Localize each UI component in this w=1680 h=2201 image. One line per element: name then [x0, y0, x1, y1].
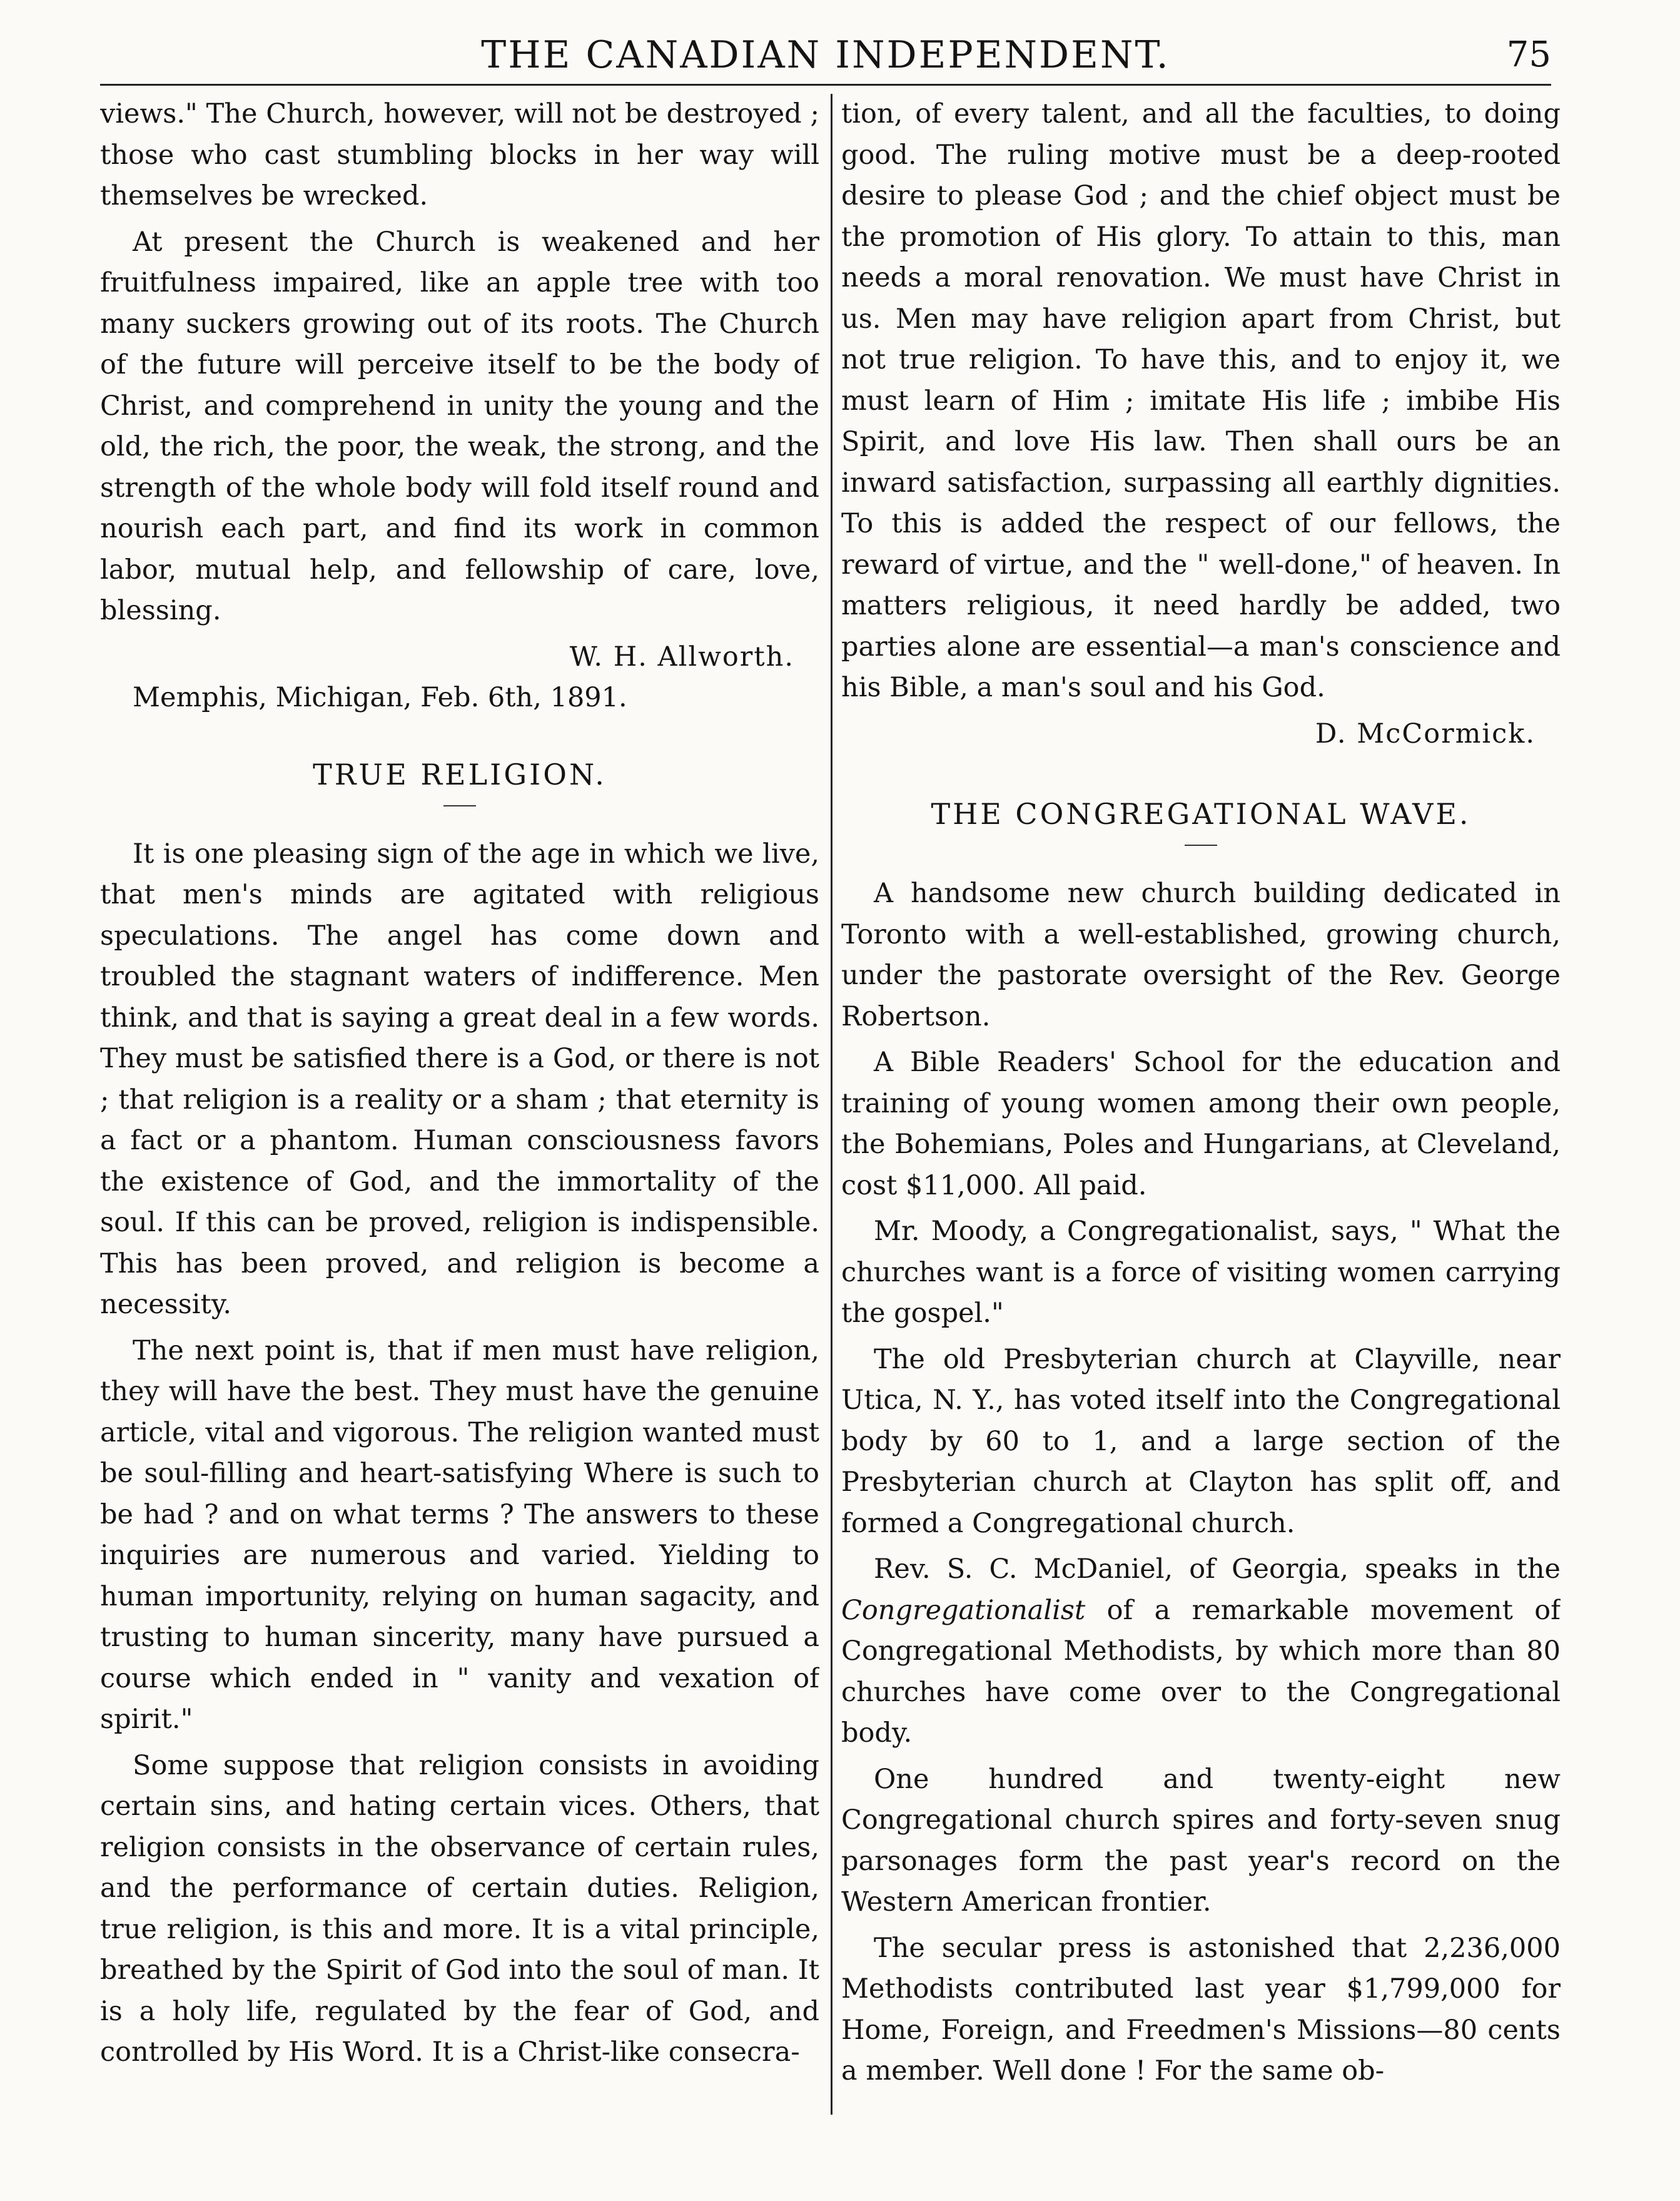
text-run: of a remarkable movement of Congregational Methodists, by which more than 80 churches have come over to the Congregational body. — [841, 1594, 1561, 1749]
news-item: The secular press is astonished that 2,236,000 Methodists contributed last year $1,799,000 for Home, Foreign, and Freedmen's Missions—80 cents a member. Well done ! For the same ob- — [841, 1932, 1561, 2087]
text-run: Rev. S. C. McDaniel, of Georgia, speaks in the — [874, 1553, 1561, 1585]
paragraph: At present the Church is weakened and her fruitfulness impaired, like an apple tree with too many suckers growing out of its roots. The Church of the future will perceive itself to be the body of Christ, and comprehend in unity the young and the old, the rich, the poor, the weak, the strong, and the strength of the whole body will fold itself round and nourish each part, and find its work in common labor, mutual help, and fellowship of care, love, blessing. — [100, 226, 819, 626]
paragraph: Some suppose that religion consists in avoiding certain sins, and hating certain vices. Others, that religion consists in the observance of certain rules, and the performance of certain duties. Religion, true religion, is this and more. It is a vital principle, breathed by the Spirit of God into the soul of man. It is a holy life, regulated by the fear of God, and controlled by His Word. It is a Christ-like consecra- — [100, 1749, 819, 2068]
right-column — [841, 94, 1561, 2115]
news-item: The old Presbyterian church at Clayville, near Utica, N. Y., has voted itself into the Congregational body by 60 to 1, and a large section of the Presbyterian church at Clayton has split off, and formed a Congregational church. — [841, 1343, 1561, 1539]
header-rule — [100, 84, 1551, 86]
periodical-title: Congregationalist — [841, 1594, 1086, 1626]
news-item — [841, 1549, 1561, 1754]
publication-title: THE CANADIAN INDEPENDENT. — [481, 33, 1170, 77]
dateline: Memphis, Michigan, Feb. 6th, 1891. — [133, 682, 627, 713]
paragraph: views." The Church, however, will not be destroyed ; those who cast stumbling blocks in her way will themselves be wrecked. — [100, 98, 819, 211]
news-item: One hundred and twenty-eight new Congregational church spires and forty-seven snug parsonages form the past year's record on the Western American frontier. — [841, 1763, 1561, 1918]
author-signature: W. H. Allworth. — [569, 641, 794, 673]
column-divider — [831, 94, 832, 2115]
section-title-true-religion: TRUE RELIGION. — [313, 757, 607, 791]
paragraph: It is one pleasing sign of the age in which we live, that men's minds are agitated with religious speculations. The angel has come down and troubled the stagnant waters of indifference. Men think, and that is saying a great deal in a few words. They must be satisfied there is a God, or there is not ; that religion is a reality or a sham ; that eternity is a fact or a phantom. Human consciousness favors the existence of God, and the immortality of the soul. If this can be proved, religion is indispensible. This has been proved, and religion is become a necessity. — [100, 838, 819, 1320]
author-signature: D. McCormick. — [1315, 718, 1536, 750]
paragraph: tion, of every talent, and all the faculties, to doing good. The ruling motive must be a deep-rooted desire to please God ; and the chief object must be the promotion of His glory. To attain to this, man needs a moral renovation. We must have Christ in us. Men may have religion apart from Christ, but not true religion. To have this, and to enjoy it, we must learn of Him ; imitate His life ; imbibe His Spirit, and love His law. Then shall ours be an inward satisfaction, surpassing all earthly dignities. To this is added the respect of our fellows, the reward of virtue, and the " well-done," of heaven. In matters religious, it need hardly be added, two parties alone are essential—a man's conscience and his Bible, a man's soul and his God. — [841, 98, 1561, 703]
news-item: A handsome new church building dedicated in Toronto with a well-established, growing church, under the pastorate oversight of the Rev. George Robertson. — [841, 878, 1561, 1032]
paragraph: The next point is, that if men must have religion, they will have the best. They must have the genuine article, vital and vigorous. The religion wanted must be soul-filling and heart-satisfying Where is such to be had ? and on what terms ? The answers to these inquiries are numerous and varied. Yielding to human importunity, relying on human sagacity, and trusting to human sincerity, many have pursued a course which ended in " vanity and vexation of spirit." — [100, 1334, 819, 1735]
page-header — [100, 30, 1551, 80]
news-item: Mr. Moody, a Congregationalist, says, " What the churches want is a force of visiting women carrying the gospel." — [841, 1216, 1561, 1329]
section-divider — [1185, 845, 1217, 846]
news-item: A Bible Readers' School for the education and training of young women among their own people, the Bohemians, Poles and Hungarians, at Cleveland, cost $11,000. All paid. — [841, 1047, 1561, 1201]
left-column — [100, 94, 819, 2115]
page-number: 75 — [1506, 34, 1551, 75]
section-title-congregational-wave: THE CONGREGATIONAL WAVE. — [931, 797, 1471, 831]
section-divider — [443, 805, 476, 806]
